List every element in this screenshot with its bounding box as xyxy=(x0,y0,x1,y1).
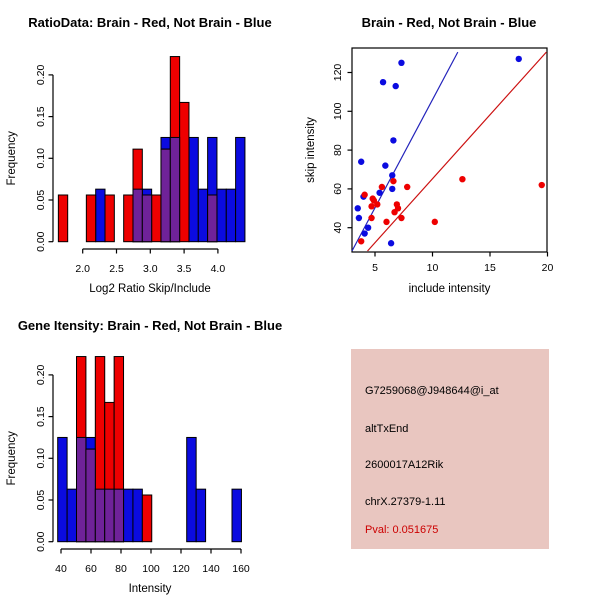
hist-bar-blue xyxy=(226,189,235,242)
scatter-point-red xyxy=(390,178,396,184)
hist-bar-red xyxy=(86,195,95,242)
x-tick-label: 3.5 xyxy=(176,263,192,275)
hist-bar-blue xyxy=(217,189,226,242)
y-tick-label: 60 xyxy=(332,183,344,195)
y-tick-label: 0.15 xyxy=(35,106,47,127)
pval-text: Pval: 0.051675 xyxy=(365,524,439,536)
scatter-point-blue xyxy=(376,190,382,196)
y-tick-label: 100 xyxy=(332,102,344,121)
hist-bar-blue xyxy=(96,189,105,242)
y-tick-label: 0.05 xyxy=(35,189,47,211)
plot-box xyxy=(352,48,547,252)
scatter-point-red xyxy=(361,192,367,198)
hist-bar-blue xyxy=(236,137,245,241)
hist-bar-blue xyxy=(58,437,67,541)
hist-bar-red xyxy=(180,102,189,241)
scatter-point-blue xyxy=(382,162,388,168)
gene-name-text: 2600017A12Rik xyxy=(365,459,444,471)
scatter-point-blue xyxy=(389,186,395,192)
scatter-point-blue xyxy=(355,205,361,211)
y-tick-label: 80 xyxy=(332,144,344,156)
x-tick-label: 40 xyxy=(55,563,67,575)
scatter-point-blue xyxy=(393,83,399,89)
x-tick-label: 3.0 xyxy=(142,263,158,275)
scatter-point-red xyxy=(383,219,389,225)
hist-bar-overlap xyxy=(208,195,217,242)
y-axis-title: Frequency xyxy=(6,431,18,486)
hist-bar-red xyxy=(152,195,161,242)
y-tick-label: 0.15 xyxy=(35,406,47,427)
scatter-point-red xyxy=(459,176,465,182)
scatter-point-red xyxy=(368,203,374,209)
y-tick-label: 0.10 xyxy=(35,448,47,469)
scatter-point-blue xyxy=(390,137,396,143)
x-axis-title: Intensity xyxy=(128,583,172,595)
fit-line-red xyxy=(368,52,547,251)
scatter-point-blue xyxy=(398,60,404,66)
hist-bar-overlap xyxy=(86,449,95,542)
scatter-point-red xyxy=(379,184,385,190)
probe-id-text: G7259068@J948644@i_at xyxy=(365,385,499,397)
ratio-histogram-panel xyxy=(0,0,300,300)
hist-bar-blue xyxy=(187,437,196,541)
x-tick-label: 100 xyxy=(142,563,160,575)
y-tick-label: 0.00 xyxy=(35,231,47,252)
gene-intensity-histogram-panel xyxy=(0,300,300,600)
info-box xyxy=(351,349,549,549)
hist-bar-blue xyxy=(67,489,76,542)
x-tick-label: 5 xyxy=(372,262,378,274)
x-tick-label: 120 xyxy=(172,563,190,575)
x-tick-label: 20 xyxy=(541,262,554,274)
hist-bar-blue xyxy=(189,137,198,241)
info-panel-quadrant xyxy=(300,300,600,600)
hist-bar-overlap xyxy=(142,195,151,242)
hist-bar-red xyxy=(124,195,133,242)
chart-title: Brain - Red, Not Brain - Blue xyxy=(361,15,537,30)
chart-title: Gene Itensity: Brain - Red, Not Brain - Blue xyxy=(17,318,283,333)
x-tick-label: 15 xyxy=(484,262,496,274)
hist-bar-overlap xyxy=(95,489,104,542)
scatter-point-red xyxy=(391,209,397,215)
scatter-point-blue xyxy=(380,79,386,85)
y-tick-label: 0.20 xyxy=(35,64,47,86)
x-tick-label: 160 xyxy=(232,563,250,575)
hist-bar-overlap xyxy=(105,489,114,542)
scatter-point-blue xyxy=(358,159,364,165)
x-axis-title: include intensity xyxy=(408,283,491,295)
fit-line-blue xyxy=(352,52,458,251)
y-tick-label: 0.20 xyxy=(35,364,47,386)
event-type-text: altTxEnd xyxy=(365,423,409,435)
y-axis-title: skip intensity xyxy=(305,117,317,183)
hist-bar-overlap xyxy=(161,149,170,242)
y-tick-label: 0.05 xyxy=(35,489,47,511)
scatter-point-blue xyxy=(516,56,522,62)
hist-bar-overlap xyxy=(133,189,142,242)
hist-bar-overlap xyxy=(114,489,123,542)
scatter-point-red xyxy=(358,238,364,244)
hist-bar-blue xyxy=(124,489,133,542)
intensity-scatter-panel xyxy=(300,0,600,300)
y-tick-label: 40 xyxy=(332,221,344,234)
scatter-point-red xyxy=(368,215,374,221)
scatter-point-red xyxy=(404,184,410,190)
x-tick-label: 60 xyxy=(85,563,97,575)
y-axis-title: Frequency xyxy=(6,131,18,186)
scatter-point-red xyxy=(539,182,545,188)
y-tick-label: 120 xyxy=(332,63,344,82)
scatter-point-blue xyxy=(389,172,395,178)
hist-bar-overlap xyxy=(77,437,86,541)
x-tick-label: 2.0 xyxy=(75,263,91,275)
scatter-point-red xyxy=(398,215,404,221)
hist-bar-blue xyxy=(232,489,241,542)
x-tick-label: 2.5 xyxy=(109,263,124,275)
hist-bar-red xyxy=(58,195,67,242)
scatter-point-red xyxy=(374,201,380,207)
hist-bar-blue xyxy=(198,189,207,242)
scatter-point-blue xyxy=(356,215,362,221)
x-tick-label: 10 xyxy=(426,262,439,274)
x-axis-title: Log2 Ratio Skip/Include xyxy=(89,283,211,295)
x-tick-label: 140 xyxy=(202,563,220,575)
hist-bar-red xyxy=(105,195,114,242)
scatter-point-blue xyxy=(388,240,394,246)
hist-bar-red xyxy=(142,495,151,542)
y-tick-label: 0.00 xyxy=(35,531,47,552)
hist-bar-blue xyxy=(133,489,142,542)
x-tick-label: 4.0 xyxy=(210,263,226,275)
hist-bar-overlap xyxy=(170,137,179,241)
scatter-point-blue xyxy=(361,230,367,236)
locus-text: chrX.27379-1.11 xyxy=(365,496,446,508)
chart-title: RatioData: Brain - Red, Not Brain - Blue xyxy=(28,15,272,30)
y-tick-label: 0.10 xyxy=(35,148,47,169)
hist-bar-blue xyxy=(196,489,205,542)
x-tick-label: 80 xyxy=(115,563,127,575)
scatter-point-blue xyxy=(365,225,371,231)
scatter-point-red xyxy=(432,219,438,225)
